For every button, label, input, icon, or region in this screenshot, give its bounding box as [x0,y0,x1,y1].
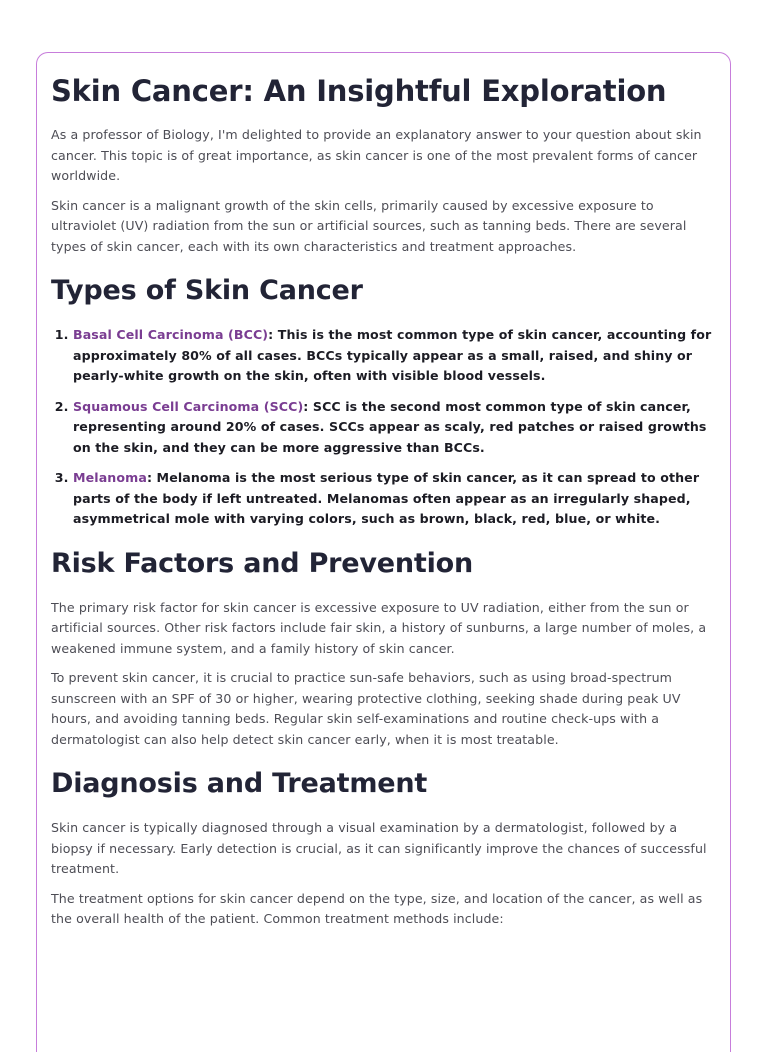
risk-paragraph-1: The primary risk factor for skin cancer is excessive exposure to UV radiation, either from the sun or artificial sources. Other risk factors include fair skin, a history of sunburns, a large number of moles, a weakened immune system, and a family history of skin cancer. [51,599,707,656]
list-item-term: Squamous Cell Carcinoma (SCC) [73,398,304,414]
list-item-text: : This is the most common type of skin cancer, accounting for approximately 80% of all cases. BCCs typically appear as a small, raised, and shiny or pearly-white growth on the skin, often with visible blood vessels. [73,327,712,383]
types-heading: Types of Skin Cancer [51,275,363,306]
intro-paragraph-1: As a professor of Biology, I'm delighted to provide an explanatory answer to your question about skin cancer. This topic is of great importance, as skin cancer is one of the most prevalent forms of cancer worldwide. [51,127,702,183]
diagnosis-heading: Diagnosis and Treatment [51,768,428,799]
types-list [51,325,716,530]
list-item [73,397,716,459]
list-item-text: : Melanoma is the most serious type of skin cancer, as it can spread to other parts of the body if left untreated. Melanomas often appear as an irregularly shaped, asymmetrical mole with varying colors, such as brown, black, red, blue, or white. [73,470,700,526]
list-item [73,325,716,387]
risk-heading: Risk Factors and Prevention [51,547,474,579]
risk-paragraph-2: To prevent skin cancer, it is crucial to practice sun-safe behaviors, such as using broad-spectrum sunscreen with an SPF of 30 or higher, wearing protective clothing, seeking shade during peak UV hours, and avoiding tanning beds. Regular skin self-examinations and routine check-ups with a dermatologist can also help detect skin cancer early, when it is most treatable. [51,670,681,747]
list-item-term: Melanoma [73,470,147,485]
list-item-text: : SCC is the second most common type of skin cancer, representing around 20% of cases. SCCs appear as scaly, red patches or raised growths on the skin, and they can be more aggressive than BCCs. [73,398,707,455]
list-item-term: Basal Cell Carcinoma (BCC) [73,327,269,342]
intro-paragraph-2: Skin cancer is a malignant growth of the skin cells, primarily caused by excessive exposure to ultraviolet (UV) radiation from the sun or artificial sources, such as tanning beds. There are several types of skin cancer, each with its own characteristics and treatment approaches. [51,197,687,254]
list-item [73,468,716,530]
page-title: Skin Cancer: An Insightful Exploration [51,74,667,108]
article-card [36,52,731,1052]
diagnosis-paragraph-2: The treatment options for skin cancer depend on the type, size, and location of the cancer, as well as the overall health of the patient. Common treatment methods include: [51,890,703,926]
diagnosis-paragraph-1: Skin cancer is typically diagnosed through a visual examination by a dermatologist, followed by a biopsy if necessary. Early detection is crucial, as it can significantly improve the chances of successful treatment. [51,820,707,876]
